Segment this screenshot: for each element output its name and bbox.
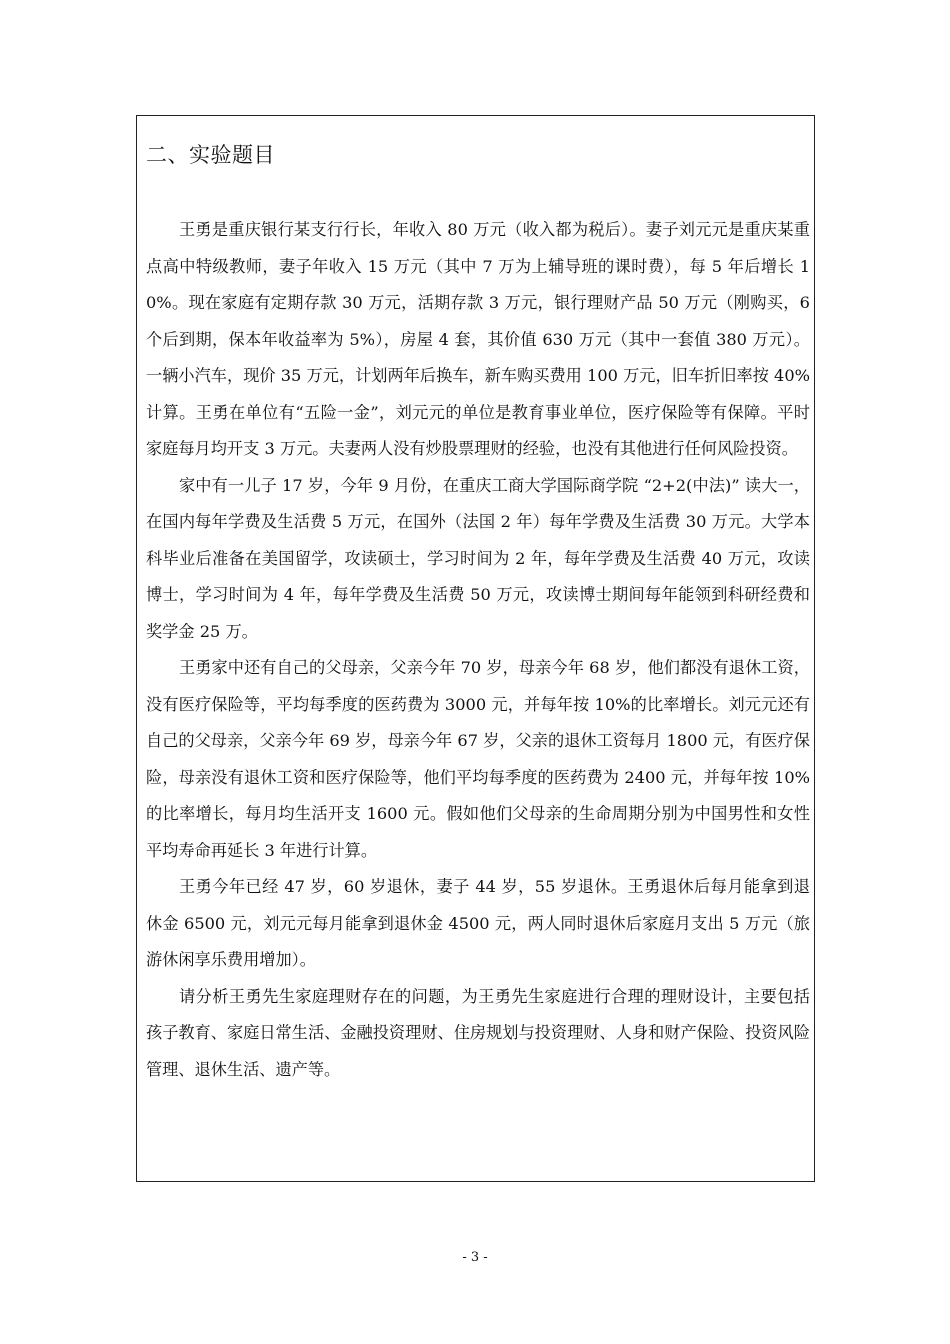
paragraph-retirement: 王勇今年已经 47 岁，60 岁退休，妻子 44 岁，55 岁退休。王勇退休后每月能拿到退休金 6500 元，刘元元每月能拿到退休金 4500 元，两人同时退休后家庭月支出 5 万元（旅游休闲享乐费用增加）。 — [146, 877, 810, 969]
paragraph-parents: 王勇家中还有自己的父母亲，父亲今年 70 岁，母亲今年 68 岁，他们都没有退休工资，没有医疗保险等，平均每季度的医药费为 3000 元，并每年按 10%的比率增长。刘元元还有自己的父母亲，父亲今年 69 岁，母亲今年 67 岁，父亲的退休工资每月 1800 元，有医疗保险，母亲没有退休工资和医疗保险等，他们平均每季度的医药费为 2400 元，并每年按 10%的比率增长，每月均生活开支 1600 元。假如他们父母亲的生命周期分别为中国男性和女性平均寿命再延长 3 年进行计算。 — [146, 658, 810, 860]
paragraph-task: 请分析王勇先生家庭理财存在的问题，为王勇先生家庭进行合理的理财设计，主要包括孩子教育、家庭日常生活、金融投资理财、住房规划与投资理财、人身和财产保险、投资风险管理、退休生活、遗产等。 — [146, 986, 810, 1079]
page-number: - 3 - — [462, 1250, 488, 1265]
section-heading: 二、实验题目 — [146, 143, 275, 167]
question-body — [146, 212, 810, 1088]
paragraph-family-finances: 王勇是重庆银行某支行行长，年收入 80 万元（收入都为税后）。妻子刘元元是重庆某重点高中特级教师，妻子年收入 15 万元（其中 7 万为上辅导班的课时费），每 5 年后增长 10%。现在家庭有定期存款 30 万元，活期存款 3 万元，银行理财产品 50 万元（刚购买，6 个后到期，保本年收益率为 5%），房屋 4 套，其价值 630 万元（其中一套值 380 万元）。一辆小汽车，现价 35 万元，计划两年后换车，新车购买费用 100 万元，旧车折旧率按 40%计算。王勇在单位有“五险一金”，刘元元的单位是教育事业单位，医疗保险等有保障。平时家庭每月均开支 3 万元。夫妻两人没有炒股票理财的经验，也没有其他进行任何风险投资。 — [146, 220, 810, 458]
paragraph-son-education: 家中有一儿子 17 岁，今年 9 月份，在重庆工商大学国际商学院 “2+2(中法)” 读大一，在国内每年学费及生活费 5 万元，在国外（法国 2 年）每年学费及生活费 30 万元。大学本科毕业后准备在美国留学，攻读硕士，学习时间为 2 年，每年学费及生活费 40 万元，攻读博士，学习时间为 4 年，每年学费及生活费 50 万元，攻读博士期间每年能领到科研经费和奖学金 25 万。 — [146, 475, 810, 641]
